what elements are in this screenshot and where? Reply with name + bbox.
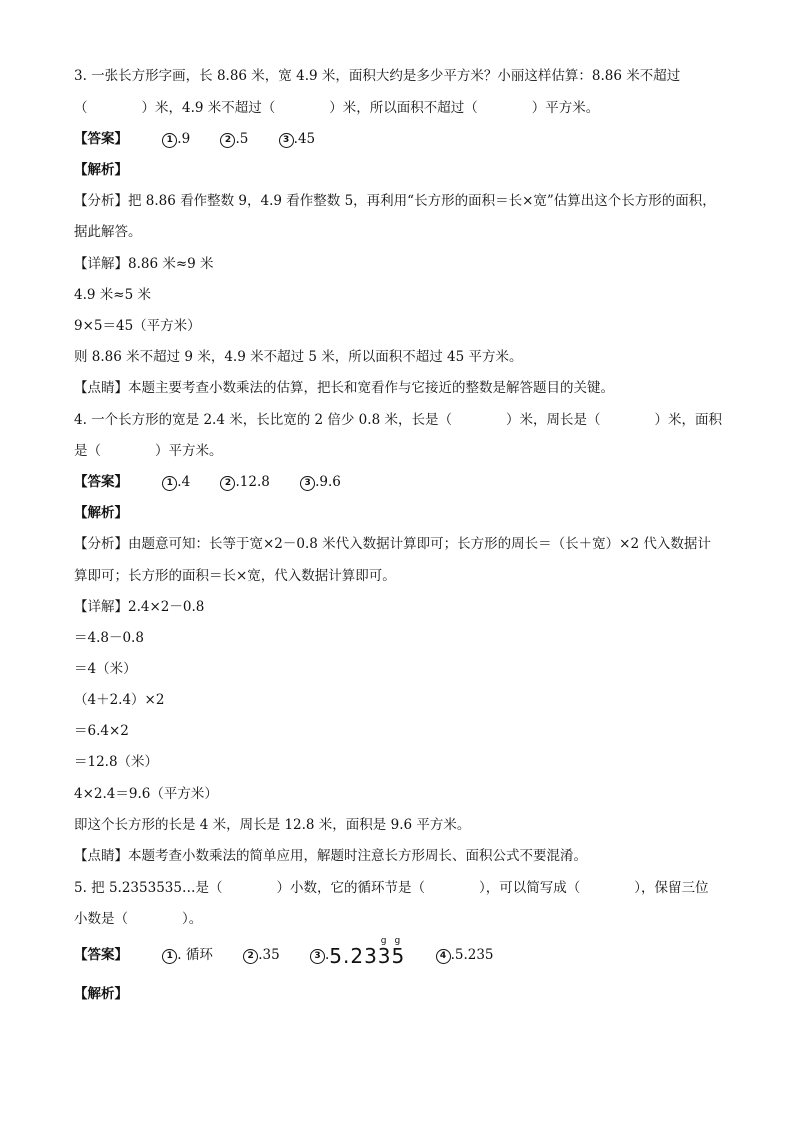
circled-1-icon: 1 xyxy=(162,476,177,491)
repeat-dot-mark: g xyxy=(394,936,402,946)
q4-answer-row xyxy=(74,472,734,492)
q3-detail-2: 4.9 米≈5 米 xyxy=(74,287,151,303)
q4-fenxi-2: 算即可；长方形的面积＝长×宽，代入数据计算即可。 xyxy=(74,568,396,584)
repeat-dot-mark: g xyxy=(380,936,388,946)
q5-answer-1: 1 . 循环 xyxy=(162,945,213,965)
q5-answer-row xyxy=(74,936,734,968)
circled-3-icon: 3 xyxy=(300,476,315,491)
q3-line-1: 3. 一张长方形字画，长 8.86 米，宽 4.9 米，面积大约是多少平方米？小丽这样估算：8.86 米不超过 xyxy=(74,68,681,84)
q3-detail-1: 【详解】8.86 米≈9 米 xyxy=(74,256,214,272)
circled-2-icon: 2 xyxy=(243,949,258,964)
circled-3-icon: 3 xyxy=(279,133,294,148)
q5-analysis-heading: 【解析】 xyxy=(74,986,128,1002)
q3-fenxi-1: 【分析】把 8.86 看作整数 9，4.9 看作整数 5，再利用“长方形的面积＝长×宽”估算出这个长方形的面积， xyxy=(74,193,716,209)
q4-answer-1: 1 .4 xyxy=(162,472,190,492)
q5-line-1: 5. 把 5.2353535…是（ ）小数，它的循环节是（ ），可以简写成（ ），保留三位 xyxy=(74,880,709,896)
q3-answer-row xyxy=(74,129,734,149)
q3-analysis-heading: 【解析】 xyxy=(74,162,128,178)
q4-detail-8: 即这个长方形的长是 4 米，周长是 12.8 米，面积是 9.6 平方米。 xyxy=(74,817,471,833)
q5-answer-2: 2 .35 xyxy=(243,945,279,965)
q4-detail-4: （4＋2.4）×2 xyxy=(74,692,165,708)
q3-fenxi-2: 据此解答。 xyxy=(74,224,142,240)
repeating-decimal: 5.23 g 3 g 5 xyxy=(329,936,406,968)
q3-line-2: （ ）米，4.9 米不超过（ ）米，所以面积不超过（ ）平方米。 xyxy=(74,100,600,116)
q4-detail-5: ＝6.4×2 xyxy=(74,723,129,739)
circled-3-icon: 3 xyxy=(310,949,325,964)
q3-answer-2: 2 .5 xyxy=(220,129,248,149)
answer-label: 【答案】 xyxy=(74,131,128,147)
q3-detail-3: 9×5＝45（平方米） xyxy=(74,318,201,334)
q4-detail-7: 4×2.4＝9.6（平方米） xyxy=(74,786,218,802)
q4-detail-3: ＝4（米） xyxy=(74,661,137,677)
q5-answer-4: 4 .5.235 xyxy=(436,945,494,965)
circled-2-icon: 2 xyxy=(220,133,235,148)
q4-fenxi-1: 【分析】由题意可知：长等于宽×2－0.8 米代入数据计算即可；长方形的周长＝（长＋宽）×2 代入数据计 xyxy=(74,536,711,552)
answer-label: 【答案】 xyxy=(74,947,128,963)
q3-dianjing: 【点睛】本题主要考查小数乘法的估算，把长和宽看作与它接近的整数是解答题目的关键。 xyxy=(74,380,614,396)
q3-answer-3: 3 .45 xyxy=(279,129,315,149)
circled-1-icon: 1 xyxy=(162,949,177,964)
q4-analysis-heading: 【解析】 xyxy=(74,505,128,521)
q5-answer-3: 3 .5.23 g 3 g 5 xyxy=(310,945,405,966)
q3-answer-1: 1 .9 xyxy=(162,129,190,149)
q4-line-2: 是（ ）平方米。 xyxy=(74,443,223,459)
q4-answer-3: 3 .9.6 xyxy=(300,472,341,492)
circled-2-icon: 2 xyxy=(220,476,235,491)
q4-answer-2: 2 .12.8 xyxy=(220,472,269,492)
answer-label: 【答案】 xyxy=(74,474,128,490)
q3-detail-4: 则 8.86 米不超过 9 米，4.9 米不超过 5 米，所以面积不超过 45 平方米。 xyxy=(74,349,523,365)
circled-1-icon: 1 xyxy=(162,133,177,148)
q4-detail-6: ＝12.8（米） xyxy=(74,754,159,770)
q4-detail-2: ＝4.8－0.8 xyxy=(74,630,144,646)
q5-line-2: 小数是（ ）。 xyxy=(74,911,203,927)
circled-4-icon: 4 xyxy=(436,949,451,964)
q4-line-1: 4. 一个长方形的宽是 2.4 米，长比宽的 2 倍少 0.8 米，长是（ ）米，周长是（ ）米，面积 xyxy=(74,412,722,428)
q4-dianjing: 【点睛】本题考查小数乘法的简单应用，解题时注意长方形周长、面积公式不要混淆。 xyxy=(74,848,587,864)
q4-detail-1: 【详解】2.4×2－0.8 xyxy=(74,599,205,615)
